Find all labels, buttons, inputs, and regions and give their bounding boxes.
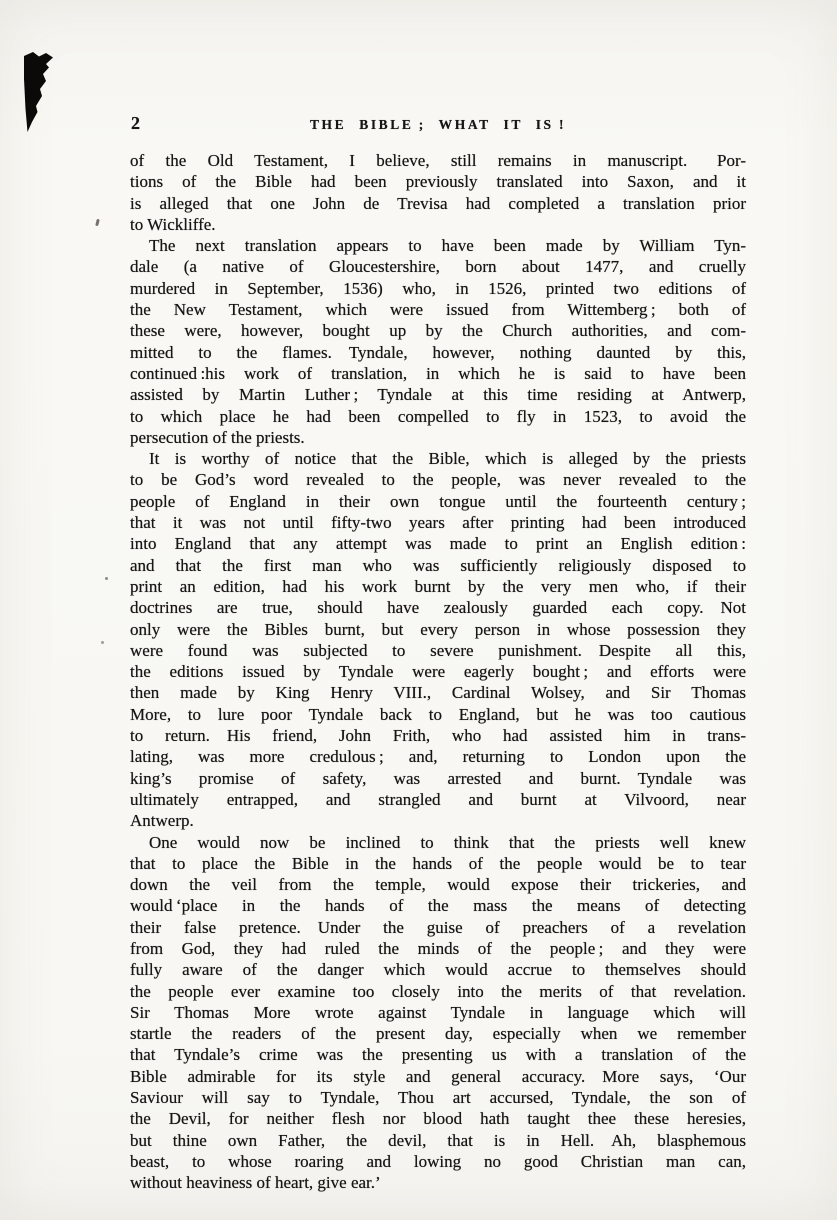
text-line: More, to lure poor Tyndale back to England, but he was too cautious (130, 704, 746, 724)
margin-speck-artifact (101, 641, 104, 644)
text-line: murdered in September, 1536) who, in 1526, printed two editions of (130, 278, 746, 298)
text-line: mitted to the flames. Tyndale, however, nothing daunted by this, (130, 342, 746, 362)
text-line: doctrines are true, should have zealously guarded each copy. Not (130, 598, 746, 618)
page-number: 2 (131, 113, 140, 133)
text-line: beast, to whose roaring and lowing no good Christian man can, (130, 1151, 746, 1171)
text-block (130, 150, 746, 1194)
text-line: down the veil from the temple, would expose their trickeries, and (130, 875, 746, 895)
text-line: that it was not until fifty-two years after printing had been introduced (130, 513, 746, 533)
text-line: people of England in their own tongue until the fourteenth century ; (130, 491, 746, 511)
text-line: that to place the Bible in the hands of the people would be to tear (130, 853, 746, 873)
text-line: assisted by Martin Luther ; Tyndale at this time residing at Antwerp, (130, 385, 746, 405)
margin-speck-artifact (105, 577, 108, 580)
text-line: lating, was more credulous ; and, returning to London upon the (130, 747, 746, 767)
text-line: Sir Thomas More wrote against Tyndale in language which will (130, 1002, 746, 1022)
text-line: the New Testament, which were issued from Wittemberg ; both of (130, 300, 746, 320)
text-line: from God, they had ruled the minds of the people ; and they were (130, 938, 746, 958)
page-title: THE BIBLE ; WHAT IT IS ! (309, 117, 567, 132)
text-line: the Devil, for neither flesh nor blood hath taught thee these heresies, (130, 1109, 746, 1129)
margin-speck-artifact (95, 219, 100, 227)
text-line: to which place he had been compelled to fly in 1523, to avoid the (130, 406, 746, 426)
text-line: Bible admirable for its style and general accuracy. More says, ‘Our (130, 1066, 746, 1086)
text-line: only were the Bibles burnt, but every person in whose possession they (130, 619, 746, 639)
text-line: to Wickliffe. (130, 214, 216, 234)
text-line: Saviour will say to Tyndale, Thou art accursed, Tyndale, the son of (130, 1088, 746, 1108)
text-line: continued :his work of translation, in which he is said to have been (130, 363, 746, 383)
text-line: were found was subjected to severe punishment. Despite all this, (130, 640, 746, 660)
text-line: persecution of the priests. (130, 427, 305, 447)
text-line: One would now be inclined to think that the priests well knew (149, 832, 746, 852)
text-line: of the Old Testament, I believe, still remains in manuscript. Por- (130, 151, 746, 170)
text-line: but thine own Father, the devil, that is in Hell. Ah, blasphemous (130, 1130, 746, 1150)
text-line: the editions issued by Tyndale were eagerly bought ; and efforts were (130, 662, 746, 682)
text-line: their false pretence. Under the guise of preachers of a revelation (130, 917, 746, 937)
ink-blot-artifact (20, 49, 56, 135)
text-line: The next translation appears to have been made by William Tyn- (149, 236, 746, 256)
text-line: would ‘place in the hands of the mass the means of detecting (130, 896, 746, 916)
text-line: fully aware of the danger which would accrue to themselves should (130, 960, 746, 980)
text-line: the people ever examine too closely into the merits of that revelation. (130, 981, 746, 1001)
text-line: ultimately entrapped, and strangled and burnt at Vilvoord, near (130, 789, 746, 809)
text-line: without heaviness of heart, give ear.’ (130, 1173, 381, 1193)
text-line: dale (a native of Gloucestershire, born about 1477, and cruelly (130, 257, 746, 277)
text-line: king’s promise of safety, was arrested and burnt. Tyndale was (130, 768, 746, 788)
text-line: is alleged that one John de Trevisa had completed a translation prior (130, 193, 746, 213)
text-line: print an edition, had his work burnt by the very men who, if their (130, 576, 746, 596)
running-header (130, 113, 746, 137)
text-line: that Tyndale’s crime was the presenting us with a translation of the (130, 1045, 746, 1065)
text-line: startle the readers of the present day, especially when we remember (130, 1024, 746, 1044)
text-line: It is worthy of notice that the Bible, which is alleged by the priests (149, 449, 746, 469)
text-line: to return. His friend, John Frith, who had assisted him in trans- (130, 726, 746, 746)
text-line: Antwerp. (130, 811, 194, 831)
text-line: then made by King Henry VIII., Cardinal Wolsey, and Sir Thomas (130, 683, 746, 703)
text-line: these were, however, bought up by the Church authorities, and com- (130, 321, 746, 341)
text-line: into England that any attempt was made to print an English edition : (130, 534, 746, 554)
text-line: tions of the Bible had been previously translated into Saxon, and it (130, 172, 746, 192)
text-line: to be God’s word revealed to the people, was never revealed to the (130, 470, 746, 490)
text-line: and that the first man who was sufficiently religiously disposed to (130, 555, 746, 575)
